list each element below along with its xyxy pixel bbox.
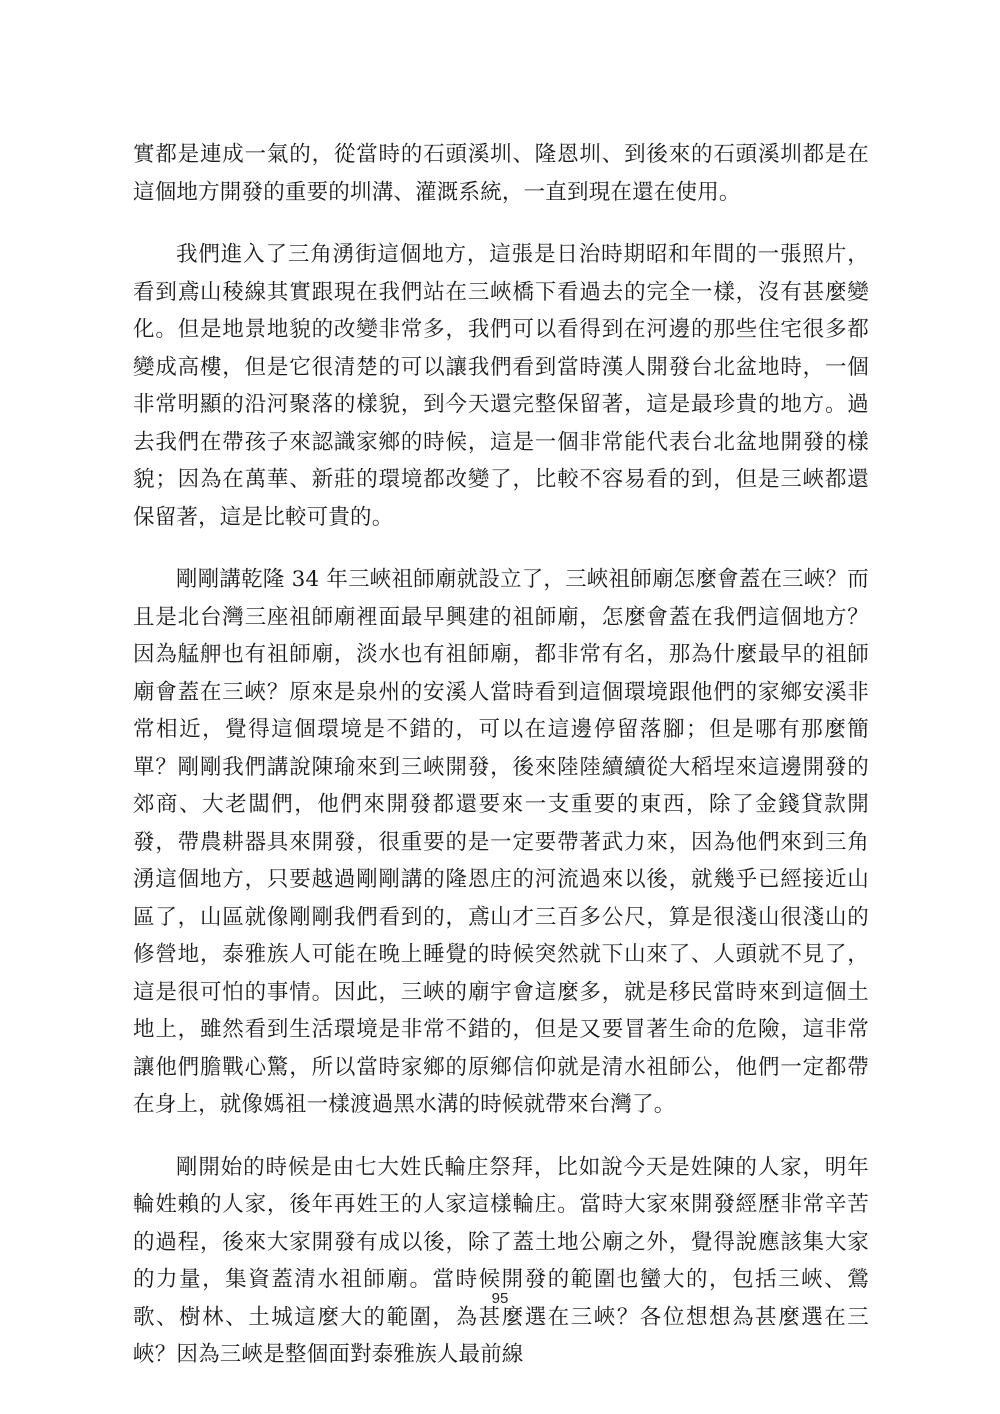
paragraph-1: 實都是連成一氣的，從當時的石頭溪圳、隆恩圳、到後來的石頭溪圳都是在這個地方開發的重要的圳溝、灌溉系統，一直到現在還在使用。 xyxy=(133,142,869,205)
page-body xyxy=(133,136,869,1399)
paragraph-2: 我們進入了三角湧街這個地方，這張是日治時期昭和年間的一張照片，看到鳶山稜線其實跟現在我們站在三峽橋下看過去的完全一樣，沒有甚麼變化。但是地景地貌的改變非常多，我們可以看得到在河邊的那些住宅很多都變成高樓，但是它很清楚的可以讓我們看到當時漢人開發台北盆地時，一個非常明顯的沿河聚落的樣貌，到今天還完整保留著，這是最珍貴的地方。過去我們在帶孩子來認識家鄉的時候，這是一個非常能代表台北盆地開發的樣貌；因為在萬華、新莊的環境都改變了，比較不容易看的到，但是三峽都還保留著，這是比較可貴的。 xyxy=(133,242,869,530)
page-number: 95 xyxy=(491,1290,509,1307)
paragraph-4: 剛開始的時候是由七大姓氏輪庄祭拜，比如說今天是姓陳的人家，明年輪姓賴的人家，後年再姓王的人家這樣輪庄。當時大家來開發經歷非常辛苦的過程，後來大家開發有成以後，除了蓋土地公廟之外，覺得說應該集大家的力量，集資蓋清水祖師廟。當時候開發的範圍也蠻大的，包括三峽、鶯歌、樹林、土城這麼大的範圍，為甚麼選在三峽？各位想想為甚麼選在三峽？因為三峽是整個面對泰雅族人最前線 xyxy=(133,1154,869,1367)
paragraph-3: 剛剛講乾隆 34 年三峽祖師廟就設立了，三峽祖師廟怎麼會蓋在三峽？而且是北台灣三座祖師廟裡面最早興建的祖師廟，怎麼會蓋在我們這個地方？因為艋舺也有祖師廟，淡水也有祖師廟，都非常有名，那為什麼最早的祖師廟會蓋在三峽？原來是泉州的安溪人當時看到這個環境跟他們的家鄉安溪非常相近，覺得這個環境是不錯的，可以在這邊停留落腳；但是哪有那麼簡單？剛剛我們講說陳瑜來到三峽開發，後來陸陸續續從大稻埕來這邊開發的郊商、大老闆們，他們來開發都還要來一支重要的東西，除了金錢貸款開發，帶農耕器具來開發，很重要的是一定要帶著武力來，因為他們來到三角湧這個地方，只要越過剛剛講的隆恩庄的河流過來以後，就幾乎已經接近山區了，山區就像剛剛我們看到的，鳶山才三百多公尺，算是很淺山很淺山的修營地，泰雅族人可能在晚上睡覺的時候突然就下山來了、人頭就不見了，這是很可怕的事情。因此，三峽的廟宇會這麼多，就是移民當時來到這個土地上，雖然看到生活環境是非常不錯的，但是又要冒著生命的危險，這非常讓他們膽戰心驚，所以當時家鄉的原鄉信仰就是清水祖師公，他們一定都帶在身上，就像媽祖一樣渡過黑水溝的時候就帶來台灣了。 xyxy=(133,567,869,1117)
